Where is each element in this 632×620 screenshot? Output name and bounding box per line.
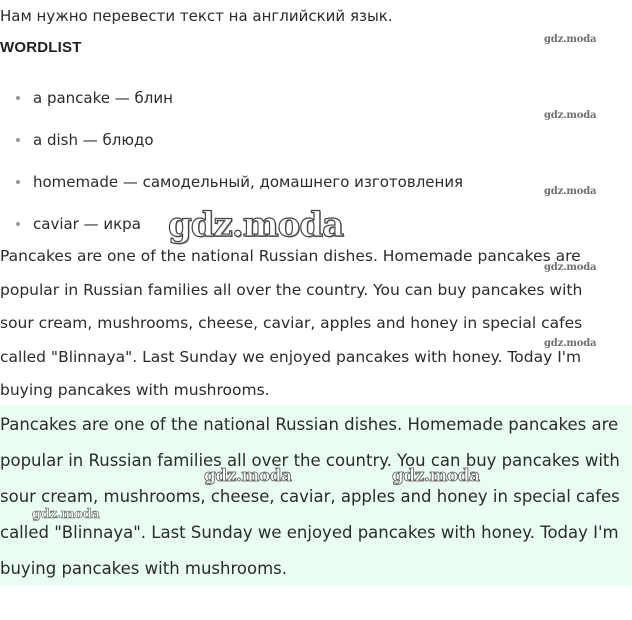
- bullet-icon: [16, 138, 20, 142]
- watermark: gdz.moda: [544, 186, 597, 197]
- bullet-icon: [16, 222, 20, 226]
- watermark: gdz.moda: [32, 507, 100, 522]
- watermark: gdz.moda: [204, 466, 292, 486]
- wordlist-title: WORDLIST: [0, 39, 82, 56]
- source-text: Pancakes are one of the national Russian dishes. Homemade pancakes are popular in Russian families all over the country. You can buy pancakes with sour cream, mushrooms, cheese, caviar, apples and honey in special cafes called "Blinnaya". Last Sunday we enjoyed pancakes with honey. Today I'm buying pancakes with mushrooms.: [0, 247, 583, 399]
- watermark: gdz.moda: [544, 34, 597, 45]
- wordlist-item-text: homemade — самодельный, домашнего изготовления: [33, 173, 464, 191]
- intro-text: Нам нужно перевести текст на английский язык.: [0, 7, 393, 25]
- wordlist-item: [0, 168, 463, 210]
- bullet-icon: [16, 180, 20, 184]
- bullet-icon: [16, 96, 20, 100]
- wordlist-item-text: a dish — блюдо: [33, 131, 154, 149]
- wordlist-item-text: caviar — икра: [33, 215, 141, 233]
- wordlist-item: [0, 84, 463, 126]
- watermark-large: gdz.moda: [168, 205, 344, 245]
- answer-text: Pancakes are one of the national Russian dishes. Homemade pancakes are popular in Russian families all over the country. You can buy pancakes with sour cream, mushrooms, cheese, caviar, apples and honey in special cafes called "Blinnaya". Last Sunday we enjoyed pancakes with honey. Today I'm buying pancakes with mushrooms.: [0, 415, 620, 578]
- watermark: gdz.moda: [544, 262, 597, 273]
- wordlist-item-text: a pancake — блин: [33, 89, 173, 107]
- wordlist-item: [0, 126, 463, 168]
- watermark: gdz.moda: [544, 338, 597, 349]
- answer-box: [0, 405, 632, 585]
- watermark: gdz.moda: [544, 110, 597, 121]
- watermark: gdz.moda: [392, 466, 480, 486]
